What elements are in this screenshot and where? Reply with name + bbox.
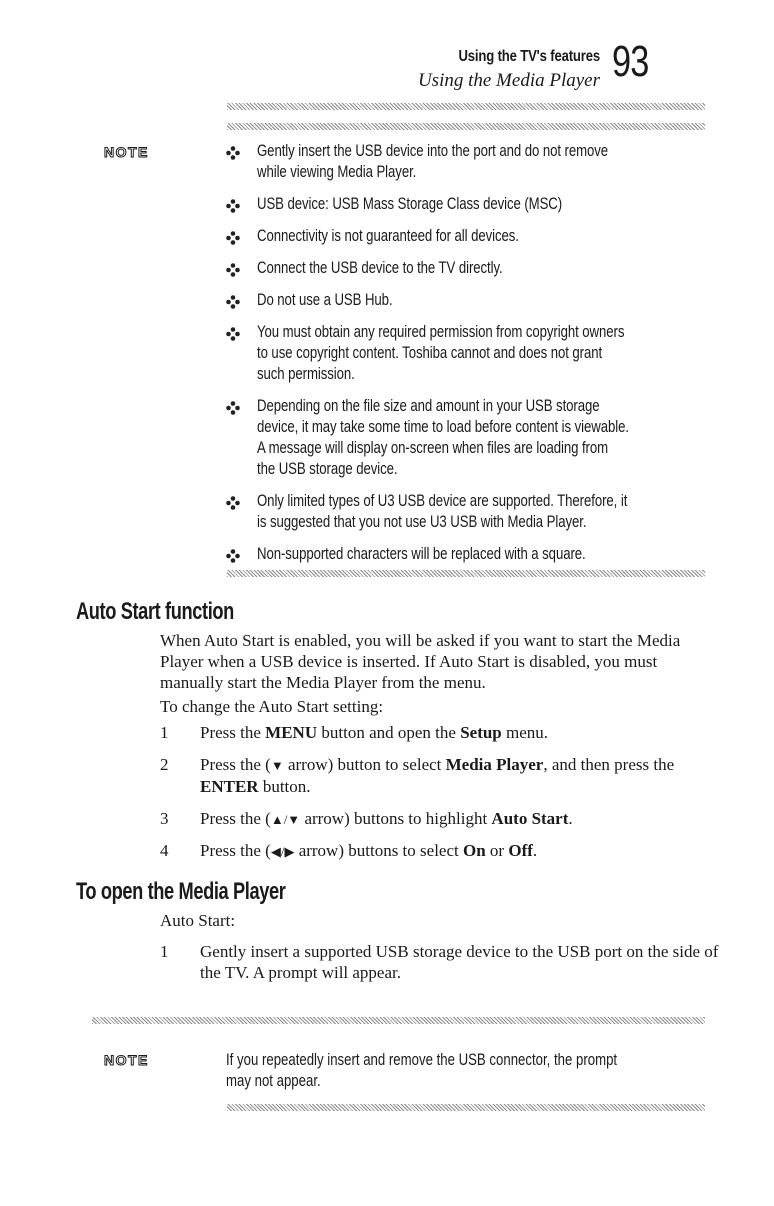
note2-bottom-rule xyxy=(227,1104,705,1111)
note1-item-text: Only limited types of U3 USB device are supported. Therefore, it is suggested that you not use U3 USB with Media Player. xyxy=(257,492,628,531)
diamond-bullet-icon xyxy=(226,549,240,563)
note1-item xyxy=(226,491,726,533)
note1-label: NOTE xyxy=(104,144,149,160)
note1-item-text: USB device: USB Mass Storage Class device (MSC) xyxy=(257,195,563,213)
auto-start-step-1 xyxy=(160,722,720,743)
auto-start-step-2 xyxy=(160,754,720,797)
up-down-arrow-icon: ▲/▼ xyxy=(270,812,301,827)
note1-item xyxy=(226,258,726,279)
open-player-step-1 xyxy=(160,941,720,983)
note1-list xyxy=(226,141,726,576)
note1-item xyxy=(226,141,726,183)
auto-start-step-4 xyxy=(160,840,720,862)
auto-start-lead: To change the Auto Start setting: xyxy=(160,697,384,716)
section-heading-open-media-player: To open the Media Player xyxy=(76,878,286,905)
step-text: Gently insert a supported USB storage device to the USB port on the side of the TV. A prompt will appear. xyxy=(200,942,719,982)
step-number: 3 xyxy=(160,809,169,828)
diamond-bullet-icon xyxy=(226,496,240,510)
menu-button-label: MENU xyxy=(265,723,318,742)
enter-button-label: ENTER xyxy=(200,777,259,796)
open-player-lead: Auto Start: xyxy=(160,911,236,930)
auto-start-intro: When Auto Start is enabled, you will be asked if you want to start the Media Player when a USB device is inserted. If Auto Start is disabled, you must manually start the Media Player from the menu. xyxy=(160,631,681,692)
note1-item xyxy=(226,226,726,247)
note1-item xyxy=(226,396,726,480)
diamond-bullet-icon xyxy=(226,199,240,213)
running-header-subtitle: Using the Media Player xyxy=(417,70,600,91)
note1-item-text: Depending on the file size and amount in your USB storage device, it may take some time to load before content is viewable. A message will display on-screen when files are loading from the USB storage device. xyxy=(257,397,629,478)
step-text: Press the (▼ arrow) button to select Media Player, and then press the ENTER button. xyxy=(200,755,675,796)
diamond-bullet-icon xyxy=(226,327,240,341)
step-number: 1 xyxy=(160,942,169,961)
step-number: 4 xyxy=(160,841,169,860)
media-player-label: Media Player xyxy=(445,755,544,774)
header-rule xyxy=(227,103,705,110)
note1-top-rule xyxy=(227,123,705,130)
step-number: 2 xyxy=(160,755,169,774)
note1-item-text: You must obtain any required permission from copyright owners to use copyright content. Toshiba cannot and does not grant such permission. xyxy=(257,323,625,383)
section-heading-auto-start: Auto Start function xyxy=(76,598,234,625)
auto-start-step-3 xyxy=(160,808,720,830)
note2-label: NOTE xyxy=(104,1052,149,1068)
note2-top-rule xyxy=(92,1017,705,1024)
step-number: 1 xyxy=(160,723,169,742)
diamond-bullet-icon xyxy=(226,295,240,309)
off-option-label: Off xyxy=(508,841,533,860)
diamond-bullet-icon xyxy=(226,401,240,415)
page-number: 93 xyxy=(612,37,649,86)
setup-menu-label: Setup xyxy=(460,723,502,742)
diamond-bullet-icon xyxy=(226,263,240,277)
note1-item-text: Gently insert the USB device into the port and do not remove while viewing Media Player. xyxy=(257,142,609,181)
on-option-label: On xyxy=(462,841,486,860)
note1-item-text: Do not use a USB Hub. xyxy=(257,291,393,309)
note1-bottom-rule xyxy=(227,570,705,577)
note1-item xyxy=(226,322,726,385)
note1-item-text: Connectivity is not guaranteed for all devices. xyxy=(257,227,519,245)
note2-text: If you repeatedly insert and remove the USB connector, the prompt may not appear. xyxy=(226,1051,618,1090)
note1-item xyxy=(226,290,726,311)
step-text: Press the (◀/▶ arrow) buttons to select On or Off. xyxy=(200,841,538,860)
step-text: Press the (▲/▼ arrow) buttons to highlight Auto Start. xyxy=(200,809,573,828)
note1-item-text: Non-supported characters will be replaced with a square. xyxy=(257,545,586,563)
note1-item-text: Connect the USB device to the TV directly. xyxy=(257,259,503,277)
running-header-section: Using the TV's features xyxy=(458,48,600,65)
note1-item xyxy=(226,194,726,215)
auto-start-label: Auto Start xyxy=(491,809,569,828)
diamond-bullet-icon xyxy=(226,231,240,245)
note1-item xyxy=(226,544,726,565)
left-right-arrow-icon: ◀/▶ xyxy=(270,844,295,859)
diamond-bullet-icon xyxy=(226,146,240,160)
down-arrow-icon: ▼ xyxy=(270,758,284,773)
step-text: Press the MENU button and open the Setup menu. xyxy=(200,723,549,742)
